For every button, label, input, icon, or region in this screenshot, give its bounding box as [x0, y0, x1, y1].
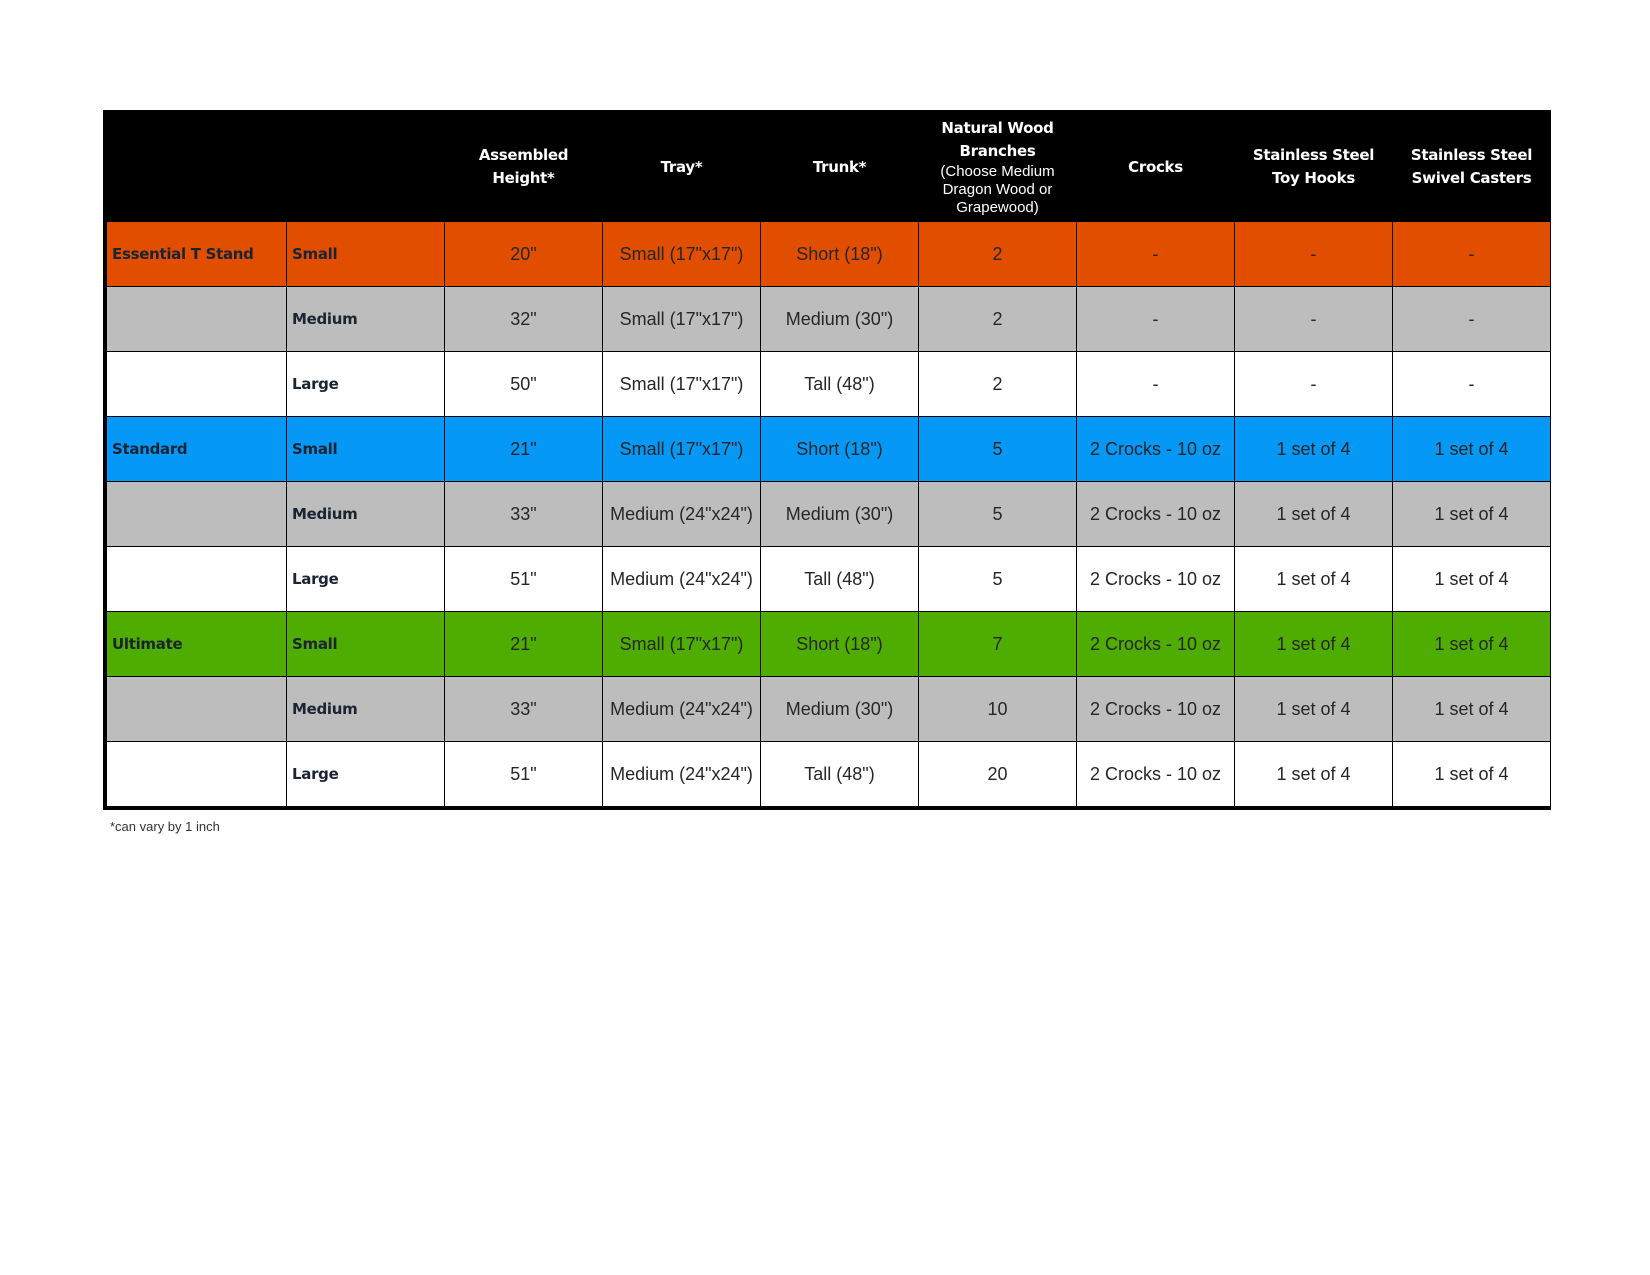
size-cell: Small [287, 222, 445, 287]
branches-cell: 2 [919, 222, 1077, 287]
branches-cell: 7 [919, 612, 1077, 677]
crocks-cell: - [1077, 287, 1235, 352]
casters-cell: 1 set of 4 [1393, 612, 1551, 677]
branches-cell: 2 [919, 287, 1077, 352]
size-cell: Small [287, 417, 445, 482]
height-cell: 33" [445, 482, 603, 547]
header-tray: Tray* [603, 113, 761, 222]
spec-table [106, 113, 1551, 807]
product-line-cell: Ultimate [107, 612, 287, 677]
tray-cell: Medium (24"x24") [603, 482, 761, 547]
product-comparison-table [103, 110, 1551, 810]
product-line-cell [107, 742, 287, 807]
table-row [107, 742, 1551, 807]
branches-cell: 20 [919, 742, 1077, 807]
height-cell: 32" [445, 287, 603, 352]
footnote: *can vary by 1 inch [110, 819, 220, 834]
casters-cell: 1 set of 4 [1393, 482, 1551, 547]
hooks-cell: 1 set of 4 [1235, 547, 1393, 612]
branches-cell: 5 [919, 482, 1077, 547]
header-trunk: Trunk* [761, 113, 919, 222]
header-size [287, 113, 445, 222]
header-branches-title: Natural Wood Branches [941, 119, 1054, 160]
height-cell: 21" [445, 612, 603, 677]
table-row [107, 352, 1551, 417]
trunk-cell: Short (18") [761, 612, 919, 677]
tray-cell: Small (17"x17") [603, 352, 761, 417]
size-cell: Small [287, 612, 445, 677]
height-cell: 51" [445, 742, 603, 807]
table-row [107, 482, 1551, 547]
size-cell: Large [287, 352, 445, 417]
crocks-cell: 2 Crocks - 10 oz [1077, 482, 1235, 547]
height-cell: 33" [445, 677, 603, 742]
product-line-cell: Standard [107, 417, 287, 482]
tray-cell: Small (17"x17") [603, 612, 761, 677]
trunk-cell: Medium (30") [761, 677, 919, 742]
casters-cell: - [1393, 222, 1551, 287]
height-cell: 50" [445, 352, 603, 417]
casters-cell: 1 set of 4 [1393, 547, 1551, 612]
height-cell: 20" [445, 222, 603, 287]
trunk-cell: Short (18") [761, 417, 919, 482]
branches-cell: 5 [919, 417, 1077, 482]
table-row [107, 677, 1551, 742]
branches-cell: 2 [919, 352, 1077, 417]
tray-cell: Small (17"x17") [603, 287, 761, 352]
header-branches [919, 113, 1077, 222]
tray-cell: Small (17"x17") [603, 222, 761, 287]
size-cell: Large [287, 742, 445, 807]
header-branches-note: (Choose Medium Dragon Wood or Grapewood) [940, 163, 1055, 216]
size-cell: Medium [287, 482, 445, 547]
header-assembled-height: Assembled Height* [445, 113, 603, 222]
crocks-cell: 2 Crocks - 10 oz [1077, 742, 1235, 807]
crocks-cell: 2 Crocks - 10 oz [1077, 612, 1235, 677]
casters-cell: - [1393, 352, 1551, 417]
header-line [107, 113, 287, 222]
branches-cell: 10 [919, 677, 1077, 742]
tray-cell: Medium (24"x24") [603, 742, 761, 807]
casters-cell: 1 set of 4 [1393, 677, 1551, 742]
table-row [107, 547, 1551, 612]
product-line-cell: Essential T Stand [107, 222, 287, 287]
table-row [107, 612, 1551, 677]
crocks-cell: 2 Crocks - 10 oz [1077, 547, 1235, 612]
header-swivel-casters: Stainless Steel Swivel Casters [1393, 113, 1551, 222]
table-row [107, 417, 1551, 482]
header-row [107, 113, 1551, 222]
hooks-cell: - [1235, 222, 1393, 287]
trunk-cell: Tall (48") [761, 547, 919, 612]
crocks-cell: - [1077, 352, 1235, 417]
height-cell: 21" [445, 417, 603, 482]
crocks-cell: 2 Crocks - 10 oz [1077, 677, 1235, 742]
casters-cell: - [1393, 287, 1551, 352]
hooks-cell: 1 set of 4 [1235, 482, 1393, 547]
hooks-cell: 1 set of 4 [1235, 742, 1393, 807]
product-line-cell [107, 677, 287, 742]
size-cell: Medium [287, 287, 445, 352]
table-row [107, 222, 1551, 287]
table-row [107, 287, 1551, 352]
product-line-cell [107, 287, 287, 352]
crocks-cell: 2 Crocks - 10 oz [1077, 417, 1235, 482]
size-cell: Medium [287, 677, 445, 742]
header-toy-hooks: Stainless Steel Toy Hooks [1235, 113, 1393, 222]
hooks-cell: 1 set of 4 [1235, 677, 1393, 742]
hooks-cell: - [1235, 287, 1393, 352]
height-cell: 51" [445, 547, 603, 612]
hooks-cell: - [1235, 352, 1393, 417]
branches-cell: 5 [919, 547, 1077, 612]
trunk-cell: Tall (48") [761, 352, 919, 417]
tray-cell: Medium (24"x24") [603, 547, 761, 612]
hooks-cell: 1 set of 4 [1235, 612, 1393, 677]
trunk-cell: Medium (30") [761, 287, 919, 352]
casters-cell: 1 set of 4 [1393, 417, 1551, 482]
trunk-cell: Short (18") [761, 222, 919, 287]
trunk-cell: Medium (30") [761, 482, 919, 547]
trunk-cell: Tall (48") [761, 742, 919, 807]
product-line-cell [107, 352, 287, 417]
header-crocks: Crocks [1077, 113, 1235, 222]
crocks-cell: - [1077, 222, 1235, 287]
tray-cell: Small (17"x17") [603, 417, 761, 482]
hooks-cell: 1 set of 4 [1235, 417, 1393, 482]
size-cell: Large [287, 547, 445, 612]
casters-cell: 1 set of 4 [1393, 742, 1551, 807]
product-line-cell [107, 547, 287, 612]
product-line-cell [107, 482, 287, 547]
tray-cell: Medium (24"x24") [603, 677, 761, 742]
